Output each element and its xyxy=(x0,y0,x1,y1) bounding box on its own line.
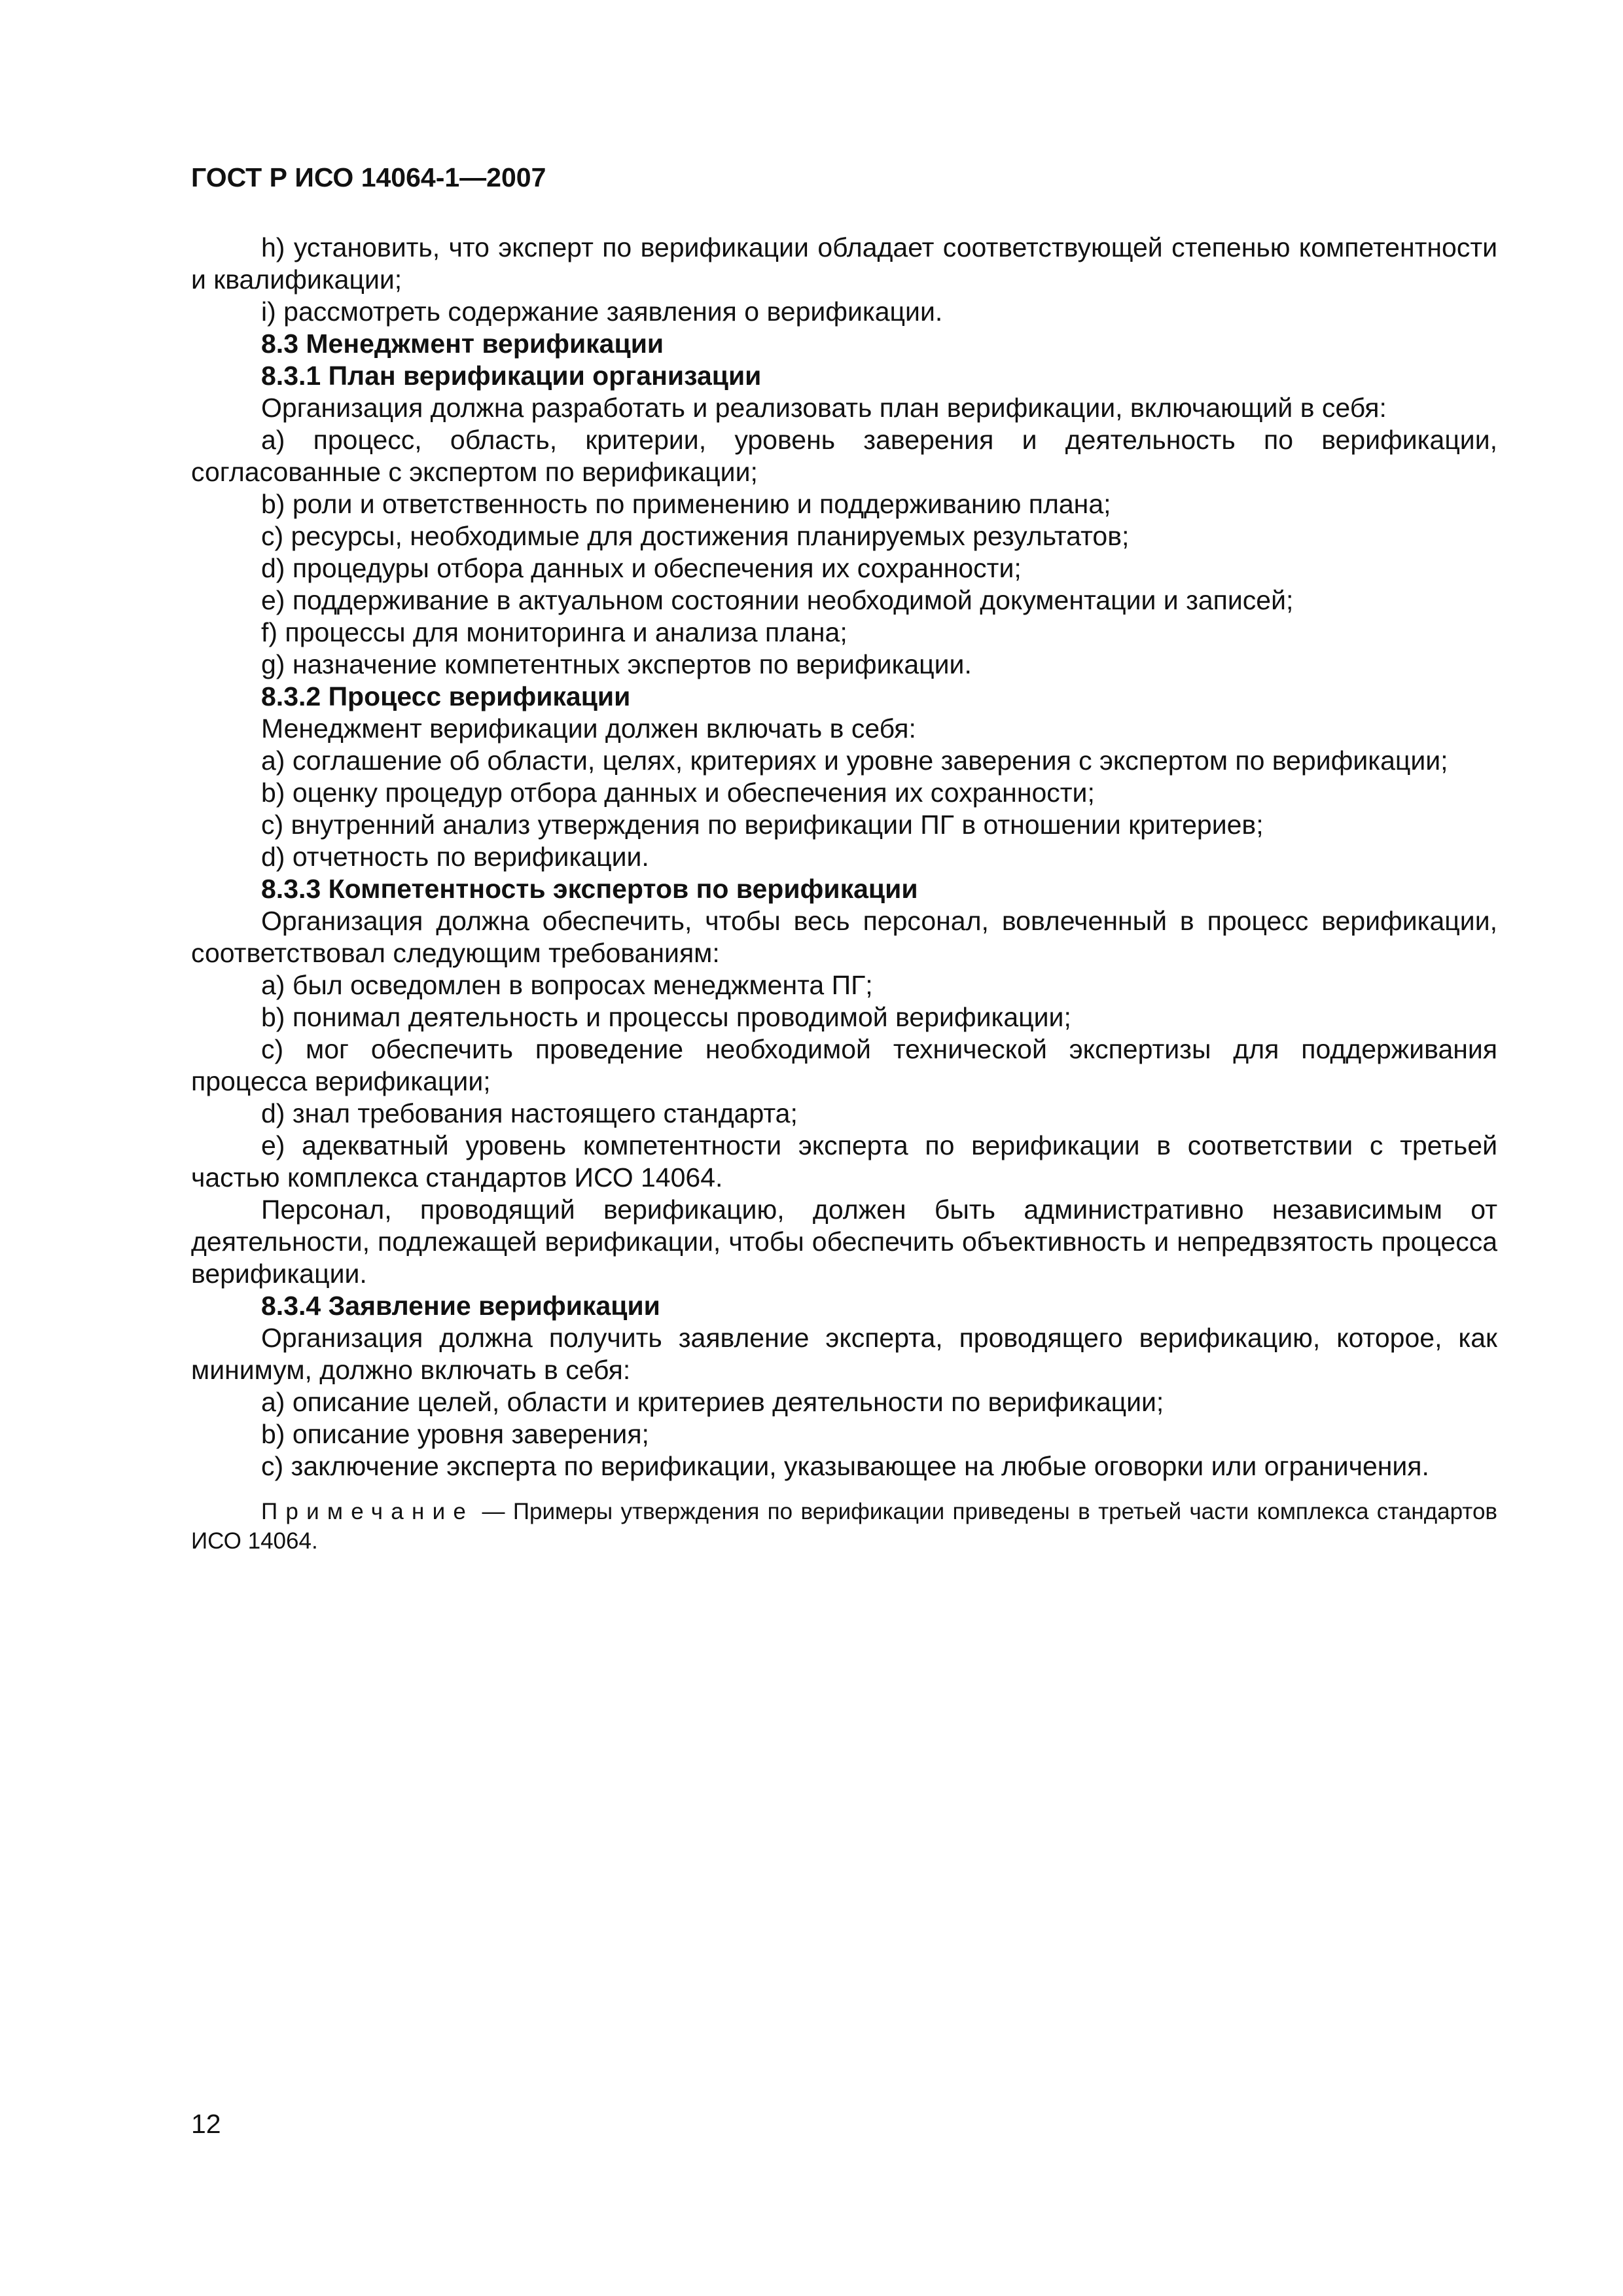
list-item-competence-c: c) мог обеспечить проведение необходимой технической экспертизы для поддерживания процесса верификации; xyxy=(191,1034,1497,1096)
note-text: — Примеры утверждения по верификации приведены в третьей части комплекса стандартов ИСО 14064. xyxy=(191,1499,1497,1554)
list-item-h: h) установить, что эксперт по верификации обладает соответствующей степенью компетентности и квалификации; xyxy=(191,232,1497,295)
list-item-statement-c: c) заключение эксперта по верификации, указывающее на любые оговорки или ограничения. xyxy=(261,1451,1429,1481)
section-heading-8-3-3: 8.3.3 Компетентность экспертов по верификации xyxy=(261,874,918,904)
section-heading-8-3-1: 8.3.1 План верификации организации xyxy=(261,361,762,391)
list-item-competence-d: d) знал требования настоящего стандарта; xyxy=(261,1098,798,1128)
paragraph-competence-intro: Организация должна обеспечить, чтобы весь персонал, вовлеченный в процесс верификации, соответствовал следующим требованиям: xyxy=(191,906,1497,968)
list-item-competence-e: e) адекватный уровень компетентности эксперта по верификации в соответствии с третьей частью комплекса стандартов ИСО 14064. xyxy=(191,1130,1497,1193)
paragraph-plan-intro: Организация должна разработать и реализовать план верификации, включающий в себя: xyxy=(261,393,1387,423)
list-item-statement-a: a) описание целей, области и критериев деятельности по верификации; xyxy=(261,1387,1164,1417)
list-item-process-b: b) оценку процедур отбора данных и обеспечения их сохранности; xyxy=(261,778,1095,808)
list-item-process-d: d) отчетность по верификации. xyxy=(261,842,649,872)
list-item-plan-d: d) процедуры отбора данных и обеспечения их сохранности; xyxy=(261,553,1022,583)
list-item-plan-a: a) процесс, область, критерии, уровень заверения и деятельность по верификации, согласованные с экспертом по верификации; xyxy=(191,425,1497,487)
section-heading-8-3-2: 8.3.2 Процесс верификации xyxy=(261,681,631,711)
list-item-process-a: a) соглашение об области, целях, критериях и уровне заверения с экспертом по верификации; xyxy=(261,745,1448,776)
page-number: 12 xyxy=(191,2109,221,2139)
paragraph-process-intro: Менеджмент верификации должен включать в себя: xyxy=(261,713,916,744)
list-item-i: i) рассмотреть содержание заявления о верификации. xyxy=(261,296,943,327)
list-item-competence-b: b) понимал деятельность и процессы проводимой верификации; xyxy=(261,1002,1071,1032)
document-body xyxy=(191,232,1497,1556)
list-item-plan-f: f) процессы для мониторинга и анализа плана; xyxy=(261,617,847,647)
list-item-statement-b: b) описание уровня заверения; xyxy=(261,1419,649,1449)
document-header: ГОСТ Р ИСО 14064-1—2007 xyxy=(191,162,546,192)
list-item-competence-a: a) был осведомлен в вопросах менеджмента ПГ; xyxy=(261,970,873,1000)
list-item-plan-e: e) поддерживание в актуальном состоянии необходимой документации и записей; xyxy=(261,585,1294,615)
paragraph-statement-intro: Организация должна получить заявление эксперта, проводящего верификацию, которое, как минимум, должно включать в себя: xyxy=(191,1323,1497,1385)
section-heading-8-3-4: 8.3.4 Заявление верификации xyxy=(261,1291,660,1321)
section-heading-8-3: 8.3 Менеджмент верификации xyxy=(261,329,664,359)
note-label: Примечание xyxy=(261,1499,474,1524)
list-item-plan-c: c) ресурсы, необходимые для достижения планируемых результатов; xyxy=(261,521,1130,551)
list-item-process-c: c) внутренний анализ утверждения по верификации ПГ в отношении критериев; xyxy=(261,810,1264,840)
paragraph-independence: Персонал, проводящий верификацию, должен быть административно независимым от деятельности, подлежащей верификации, чтобы обеспечить объективность и непредвзятость процесса верификации. xyxy=(191,1194,1497,1289)
list-item-plan-b: b) роли и ответственность по применению и поддерживанию плана; xyxy=(261,489,1111,519)
note-paragraph xyxy=(191,1497,1497,1556)
list-item-plan-g: g) назначение компетентных экспертов по верификации. xyxy=(261,649,972,679)
